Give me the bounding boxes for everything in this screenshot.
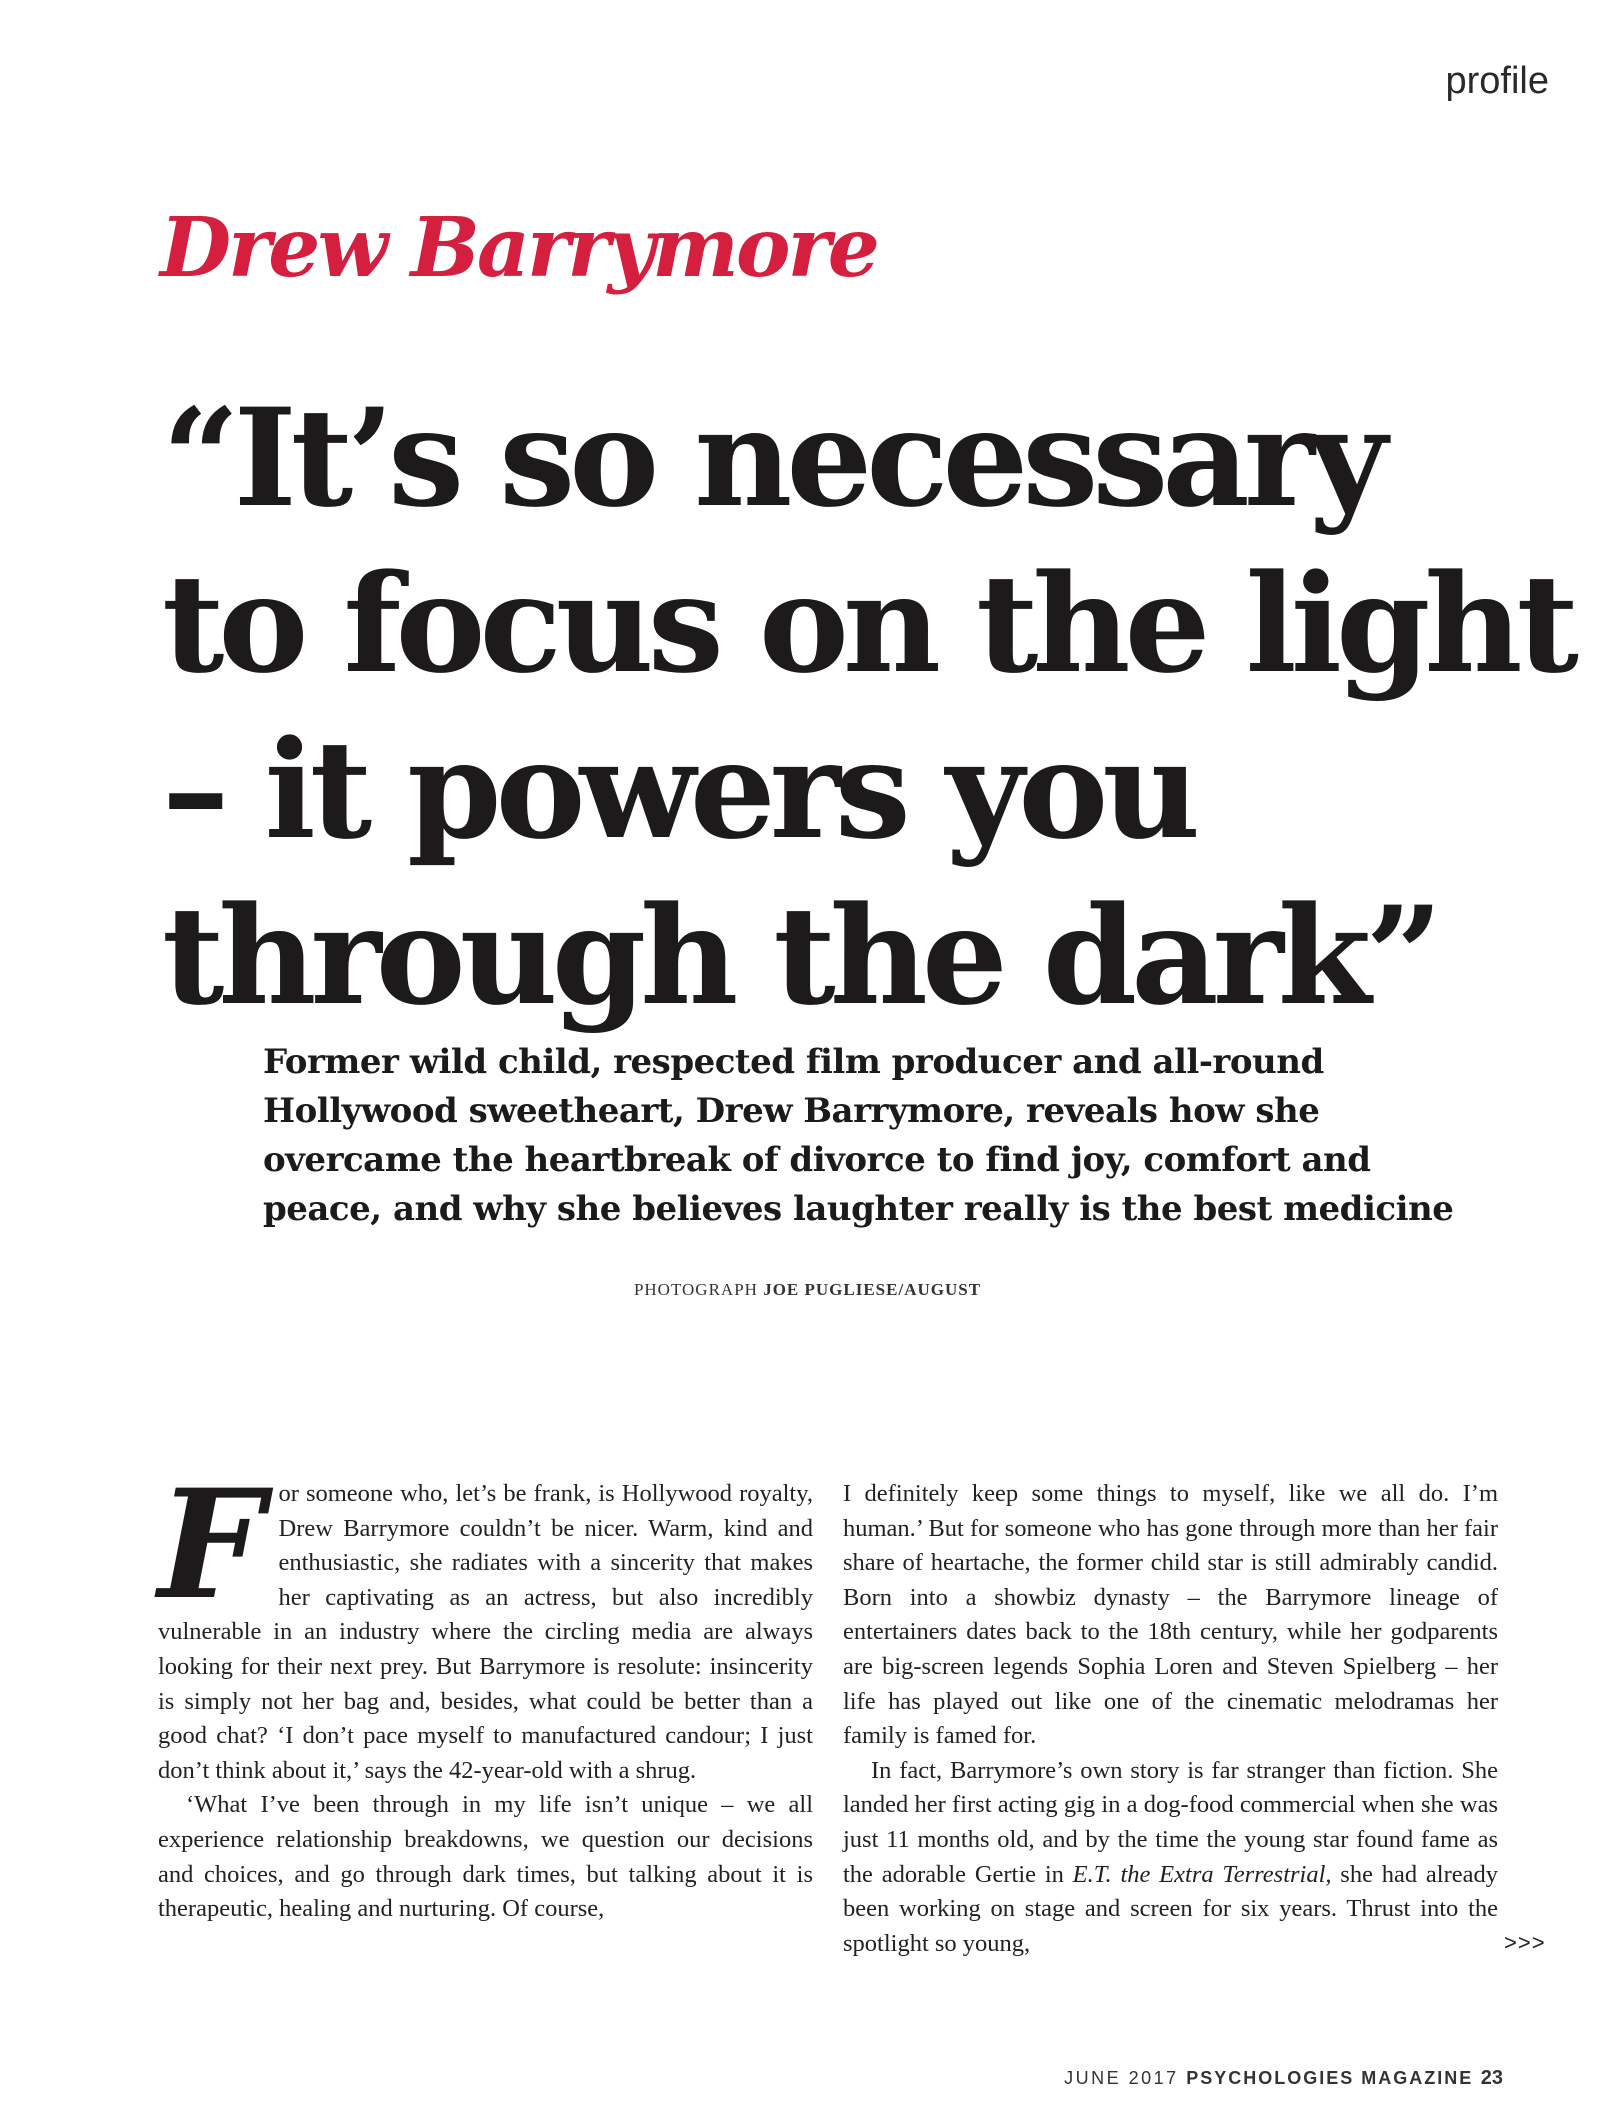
headline-line-1: “It’s so necessary xyxy=(162,378,1382,537)
body-column-left xyxy=(158,1457,813,1927)
section-label: profile xyxy=(1445,60,1549,102)
body-paragraph-text: In fact, Barrymore’s own story is far stranger than fiction. She landed her first acting gig in a dog-food commercial when she was just 11 months old, and by the time the young star found fame as the adorable Gertie in xyxy=(843,1756,1498,1888)
body-paragraph-text: or someone who, let’s be frank, is Hollywood royalty, Drew Barrymore couldn’t be nicer. Warm, kind and enthusiastic, she radiates with a sincerity that makes her captivating as an actress, but also incredibly vulnerable in an industry where the circling media are always looking for their next prey. But Barrymore is resolute: insincerity is simply not her bag and, besides, what could be better than a good chat? ‘I don’t pace myself to manufactured candour; I just don’t think about it,’ says the 42-year-old with a shrug. xyxy=(158,1480,813,1784)
body-column-right xyxy=(843,1477,1498,1961)
article-headline xyxy=(162,375,1573,1039)
body-paragraph: ‘What I’ve been through in my life isn’t unique – we all experience relationship breakdowns, we question our decisions and choices, and go through dark times, but talking about it is therapeutic, healing and nurturing. Of course, xyxy=(158,1791,813,1923)
article-kicker: Drew Barrymore xyxy=(160,200,877,296)
standfirst-line-2: Hollywood sweetheart, Drew Barrymore, reveals how she xyxy=(263,1091,1320,1131)
photo-credit-name: JOE PUGLIESE/AUGUST xyxy=(763,1280,982,1299)
headline-line-4: through the dark” xyxy=(162,876,1437,1035)
standfirst-line-3: overcame the heartbreak of divorce to find joy, comfort and xyxy=(263,1140,1371,1180)
photo-credit xyxy=(0,1280,1615,1300)
issue-date: JUNE 2017 xyxy=(1064,2068,1179,2088)
drop-cap: F xyxy=(158,1457,265,1633)
body-paragraph: I definitely keep some things to myself, like we all do. I’m human.’ But for someone who has gone through more than her fair share of heartache, the former child star is still admirably candid. Born into a showbiz dynasty – the Barrymore lineage of entertainers dates back to the 18th century, while her godparents are big-screen legends Sophia Loren and Steven Spielberg – her life has played out like one of the cinematic melodramas her family is famed for. xyxy=(843,1480,1498,1750)
standfirst-line-1: Former wild child, respected film producer and all-round xyxy=(263,1042,1324,1082)
headline-line-2: to focus on the light xyxy=(162,544,1573,703)
page-number: 23 xyxy=(1480,2067,1503,2089)
film-title: E.T. the Extra Terrestrial, xyxy=(1072,1860,1332,1888)
continue-marker: >>> xyxy=(1504,1930,1546,1955)
body-paragraph-text: she had already been working on stage and screen for six years. Thrust into the spotlight so young, xyxy=(843,1860,1498,1957)
magazine-name: PSYCHOLOGIES MAGAZINE xyxy=(1186,2068,1474,2088)
headline-line-3: – it powers you xyxy=(162,710,1195,869)
article-standfirst xyxy=(263,1038,1463,1234)
standfirst-line-4: peace, and why she believes laughter really is the best medicine xyxy=(263,1189,1454,1229)
photo-credit-label: PHOTOGRAPH xyxy=(633,1280,758,1299)
body-paragraph xyxy=(843,1754,1498,1962)
body-paragraph xyxy=(158,1457,813,1788)
page-footer xyxy=(1064,2067,1503,2090)
